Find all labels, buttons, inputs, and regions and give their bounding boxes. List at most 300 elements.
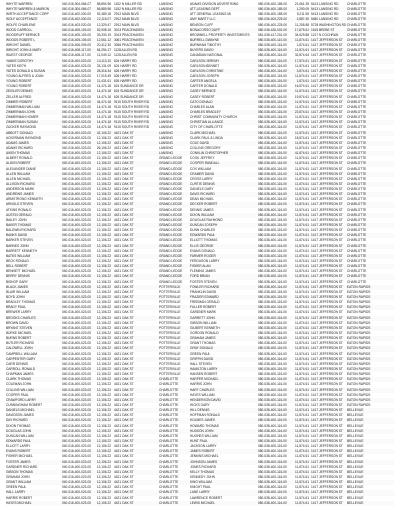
property-address-cell: 624 SUNDANCE DR: [114, 89, 144, 94]
owner-name-cell: BROWN DAVID: [6, 320, 29, 325]
owner-name-right-cell: FOSTER STEVEN: [190, 279, 217, 284]
property-address-cell: 624 HARRY RD: [114, 58, 137, 63]
owner-name-cell: EDWARDS PAUL: [6, 438, 32, 443]
owner-name-cell: BENNETT MICHAEL: [6, 269, 36, 274]
owner-name-cell: ALBERT RONALD: [6, 156, 33, 161]
parcel-number-right-cell: 080-038-400-116-00: [258, 444, 287, 449]
property-address-right-cell: 1417 JEFFERSON ST: [311, 325, 343, 330]
owner-name-cell: ARMSTRONG KENNETH: [6, 197, 43, 202]
amount-cell: 52,489.18: [96, 12, 111, 17]
owner-name-right-cell: ELLIOTT THOMAS: [190, 238, 218, 243]
owner-name-right-cell: FREEMAN GERALD: [190, 300, 220, 305]
property-address-right-cell: 1417 JEFFERSON ST: [311, 295, 343, 300]
property-address-right-cell: 1417 JEFFERSON ST: [311, 444, 343, 449]
city-right-cell: CHARLOTTE: [347, 145, 367, 150]
parcel-number-cell: 040-016-400-023-00: [62, 243, 92, 248]
parcel-number-cell: 040-016-408-117-00: [62, 53, 91, 58]
parcel-number-right-cell: 080-038-400-116-00: [258, 284, 287, 289]
parcel-number-cell: 040-016-400-023-00: [62, 361, 92, 366]
parcel-number-right-cell: 080-038-400-116-00: [258, 248, 287, 253]
amount-right-cell: 11,874.61: [295, 145, 309, 150]
amount-cell: 12,106.22: [96, 197, 111, 202]
amount-right-cell: 18,874.61: [294, 135, 309, 140]
amount-right-cell: 5,211.55: [296, 12, 309, 17]
city-cell: GRAND LEDGE: [159, 279, 183, 284]
property-address-cell: 4421 OAK ST: [114, 485, 134, 490]
parcel-number-right-cell: 080-038-400-116-00: [258, 217, 287, 222]
property-address-cell: 4421 OAK ST: [114, 500, 134, 505]
property-address-right-cell: 1417 JEFFERSON ST: [311, 428, 343, 433]
owner-name-right-cell: CLARK MICHAEL: [190, 130, 216, 135]
parcel-number-right-cell: 080-038-400-116-00: [258, 197, 287, 202]
property-address-cell: 4421 OAK ST: [114, 212, 134, 217]
owner-name-right-cell: ATT-LEASING DEPT: [190, 7, 220, 12]
parcel-number-right-cell: 080-038-400-116-00: [258, 454, 287, 459]
property-address-right-cell: 1417 JEFFERSON ST: [311, 151, 343, 156]
parcel-number-cell: 040-016-400-023-00: [62, 279, 92, 284]
parcel-number-right-cell: 080-038-400-116-00: [258, 366, 287, 371]
property-address-cell: 624 SUNDANCE DR: [114, 84, 144, 89]
parcel-number-cell: 040-016-400-023-00: [62, 495, 92, 500]
parcel-number-right-cell: 080-038-400-116-00: [258, 228, 287, 233]
amount-cell: 12,106.22: [96, 310, 111, 315]
parcel-number-cell: 040-016-400-023-00: [62, 89, 92, 94]
amount-right-cell: 11,874.61: [295, 228, 309, 233]
parcel-number-cell: 040-016-405-103-00: [62, 27, 92, 32]
parcel-number-right-cell: 080-038-400-116-00: [258, 151, 287, 156]
city-right-cell: CHARLOTTE: [347, 37, 367, 42]
city-cell: LANSING: [159, 151, 173, 156]
city-right-cell: BELLEVUE: [347, 500, 364, 505]
owner-name-cell: WOODRUFF BERNICE: [6, 32, 40, 37]
property-address-right-cell: 1417 JEFFERSON ST: [311, 187, 343, 192]
city-right-cell: CHARLOTTE: [347, 130, 367, 135]
parcel-number-right-cell: 080-038-400-116-00: [258, 140, 287, 145]
city-cell: CHARLOTTE: [159, 418, 179, 423]
property-address-cell: 4421 OAK ST: [114, 372, 134, 377]
amount-right-cell: 11,874.61: [295, 269, 309, 274]
property-address-cell: 4421 OAK ST: [114, 449, 134, 454]
property-address-right-cell: 5413 LANSING RD: [311, 7, 339, 12]
parcel-number-cell: 040-016-400-023-00: [62, 325, 92, 330]
property-address-cell: 4421 OAK ST: [114, 253, 134, 258]
city-cell: GRAND LEDGE: [159, 207, 183, 212]
property-address-right-cell: 1417 JEFFERSON ST: [311, 438, 343, 443]
city-right-cell: CHARLOTTE: [347, 187, 367, 192]
amount-right-cell: 11,874.61: [295, 48, 309, 53]
property-address-cell: 4421 OAK ST: [114, 315, 134, 320]
owner-name-right-cell: CASEY BERNICE: [190, 89, 216, 94]
city-right-cell: CHARLOTTE: [347, 279, 367, 284]
amount-right-cell: 11,874.61: [295, 454, 309, 459]
amount-right-cell: 11,874.61: [295, 176, 309, 181]
city-cell: CHARLOTTE: [159, 377, 179, 382]
parcel-number-cell: 040-016-400-023-00: [62, 310, 92, 315]
owner-name-right-cell: FORD BRIAN: [190, 274, 210, 279]
property-address-right-cell: 1417 JEFFERSON ST: [311, 48, 343, 53]
city-cell: CHARLOTTE: [159, 438, 179, 443]
parcel-number-right-cell: 080-038-400-116-00: [258, 259, 287, 264]
owner-name-cell: BLACK JAMES: [6, 284, 28, 289]
parcel-number-cell: 040-016-304-066-07: [62, 2, 92, 6]
property-address-right-cell: 1417 JEFFERSON ST: [311, 79, 343, 84]
amount-right-cell: 34,629.88: [294, 32, 309, 37]
property-address-cell: 9115 SOUTH RIVER RD: [114, 120, 150, 125]
parcel-number-cell: 040-016-400-023-00: [62, 428, 92, 433]
owner-name-right-cell: CHRIST COMMUNITY CHURCH: [190, 115, 237, 120]
city-cell: CHARLOTTE: [159, 500, 179, 505]
property-address-right-cell: 1417 JEFFERSON ST: [311, 490, 343, 495]
parcel-number-right-cell: 080-038-400-110-00: [258, 37, 287, 42]
owner-name-cell: BRYANT STEVEN: [6, 325, 33, 330]
parcel-number-cell: 040-016-400-023-00: [62, 135, 92, 140]
parcel-number-right-cell: 080-038-400-116-00: [258, 464, 287, 469]
amount-right-cell: 16,874.61: [294, 84, 309, 89]
parcel-number-cell: 040-016-400-023-00: [62, 377, 92, 382]
city-right-cell: EATON RAPIDS: [347, 325, 371, 330]
city-cell: GRAND LEDGE: [159, 233, 183, 238]
city-cell: LANSING: [159, 43, 173, 48]
parcel-number-right-cell: 080-036-400-225-00: [258, 17, 287, 22]
city-right-cell: BELLEVUE: [347, 485, 364, 490]
amount-cell: 12,106.22: [96, 356, 111, 361]
city-cell: CHARLOTTE: [159, 454, 179, 459]
owner-name-cell: ZUCKER RAYMOND: [6, 125, 37, 130]
property-address-cell: 4421 OAK ST: [114, 300, 134, 305]
property-address-right-cell: 1417 JEFFERSON ST: [311, 99, 343, 104]
property-address-right-cell: 1417 JEFFERSON ST: [311, 84, 343, 89]
owner-name-cell: HARRIS ROBERT: [6, 495, 33, 500]
parcel-number-right-cell: 080-038-400-116-00: [258, 156, 287, 161]
parcel-number-cell: 040-016-402-030-00: [62, 12, 92, 17]
amount-cell: 12,106.22: [96, 433, 111, 438]
owner-name-right-cell: CARTER ANGELA: [190, 79, 217, 84]
amount-right-cell: 11,874.61: [295, 382, 309, 387]
amount-right-cell: 17,875.61: [294, 27, 309, 32]
parcel-number-right-cell: 080-036-426-002-00: [258, 27, 287, 32]
city-cell: GRAND LEDGE: [159, 166, 183, 171]
property-address-right-cell: 1417 JEFFERSON ST: [311, 238, 343, 243]
owner-name-cell: COOPER PAUL: [6, 392, 29, 397]
property-address-cell: 2912 MAIN BLVD: [114, 22, 139, 27]
owner-name-right-cell: CARLSON BENNET: [190, 63, 220, 68]
amount-cell: 12,106.22: [96, 428, 111, 433]
city-cell: LANSING: [159, 145, 173, 150]
parcel-number-cell: 040-016-400-023-00: [62, 387, 92, 392]
owner-name-right-cell: FOWLER RICHARD: [190, 284, 220, 289]
owner-name-cell: WOLF ACCEPTANCE: [6, 17, 38, 22]
property-address-cell: 4421 OAK ST: [114, 166, 134, 171]
city-right-cell: CHARLOTTE: [347, 223, 367, 228]
owner-name-cell: BATES WILLIAM: [6, 253, 31, 258]
owner-name-cell: ELLIOTT LARRY: [6, 444, 31, 449]
city-right-cell: EATON RAPIDS: [347, 387, 371, 392]
property-address-right-cell: 1417 JEFFERSON ST: [311, 387, 343, 392]
owner-name-right-cell: HOLMES JAMES: [190, 418, 215, 423]
parcel-number-cell: 040-016-400-023-00: [62, 84, 92, 89]
amount-right-cell: 11,874.61: [295, 63, 309, 68]
city-cell: CHARLOTTE: [159, 474, 179, 479]
owner-name-cell: YOUNG ROBERT: [6, 84, 32, 89]
parcel-number-cell: 040-016-304-066-07: [62, 7, 92, 12]
city-right-cell: CHARLOTTE: [347, 120, 367, 125]
parcel-number-right-cell: 080-038-400-116-00: [258, 474, 287, 479]
parcel-number-cell: 040-016-408-117-00: [62, 48, 91, 53]
amount-cell: 12,106.22: [96, 151, 111, 156]
owner-name-right-cell: DOUGLAS RAYMOND: [190, 217, 223, 222]
parcel-number-cell: 040-016-400-023-00: [62, 413, 92, 418]
property-address-cell: 9115 SOUTH RIVER RD: [114, 104, 150, 109]
property-address-right-cell: 1417 JEFFERSON ST: [311, 336, 343, 341]
city-cell: CHARLOTTE: [159, 423, 179, 428]
parcel-number-cell: 040-016-400-023-00: [62, 382, 92, 387]
city-cell: GRAND LEDGE: [159, 238, 183, 243]
owner-name-right-cell: JOHNSON JAMES: [190, 459, 218, 464]
amount-right-cell: 11,874.61: [295, 485, 309, 490]
amount-right-cell: 11,874.61: [295, 295, 309, 300]
amount-cell: 12,106.22: [96, 413, 111, 418]
city-right-cell: CHARLOTTE: [347, 228, 367, 233]
amount-cell: 12,106.22: [96, 176, 111, 181]
city-right-cell: CHARLOTTE: [347, 48, 367, 53]
property-address-cell: 4421 OAK ST: [114, 428, 134, 433]
owner-name-cell: GRAHAM JOHN: [6, 474, 30, 479]
amount-cell: 12,106.22: [96, 454, 111, 459]
city-right-cell: CHARLOTTE: [347, 89, 367, 94]
city-cell: GRAND LEDGE: [159, 171, 183, 176]
amount-right-cell: 11,874.61: [295, 331, 309, 335]
amount-cell: 52,008.15: [96, 27, 111, 32]
amount-cell: 12,106.22: [96, 202, 111, 207]
property-address-right-cell: 1417 JEFFERSON ST: [311, 130, 343, 135]
owner-name-right-cell: EDWARDS PAUL: [190, 233, 216, 238]
property-address-cell: 4421 OAK ST: [114, 274, 134, 279]
parcel-number-cell: 040-016-400-023-00: [62, 485, 92, 490]
amount-cell: 12,106.22: [96, 500, 111, 505]
amount-right-cell: 11,874.61: [295, 181, 309, 186]
amount-cell: 12,106.22: [96, 284, 111, 289]
parcel-number-cell: 040-016-400-023-00: [62, 171, 92, 176]
property-address-right-cell: 1417 JEFFERSON ST: [311, 94, 343, 99]
owner-name-cell: YATES KEITH: [6, 63, 27, 68]
property-address-cell: 4421 OAK ST: [114, 238, 134, 243]
owner-name-cell: BURNS ROBERT: [6, 336, 32, 341]
owner-name-cell: DUNCAN WILLIAM: [6, 433, 34, 438]
city-cell: LANSING: [159, 48, 173, 53]
amount-right-cell: 41,874.61: [294, 151, 309, 156]
amount-right-cell: 3,874.61: [296, 68, 309, 73]
amount-right-cell: 11,874.61: [295, 377, 309, 382]
property-address-cell: 4421 OAK ST: [114, 145, 134, 150]
owner-name-cell: BANKS DAVID: [6, 233, 28, 238]
amount-right-cell: 11,874.61: [295, 346, 309, 351]
amount-cell: 12,106.22: [96, 382, 111, 387]
city-cell: LANSING: [159, 37, 173, 42]
parcel-number-cell: 040-016-400-023-00: [62, 58, 92, 63]
owner-name-right-cell: CROSS LARRY: [190, 176, 213, 181]
city-cell: LANSING: [159, 7, 173, 12]
property-address-cell: 4421 OAK ST: [114, 228, 134, 233]
property-address-right-cell: 1417 JEFFERSON ST: [311, 109, 343, 114]
city-right-cell: CHARLOTTE: [347, 212, 367, 217]
parcel-number-cell: 040-016-400-023-00: [62, 454, 92, 459]
amount-right-cell: 11,874.61: [295, 387, 309, 392]
owner-name-right-cell: CHRISTIAN ALLIANCE: [190, 120, 224, 125]
property-address-cell: 4421 OAK ST: [114, 140, 134, 145]
parcel-number-right-cell: 080-038-400-116-00: [258, 207, 287, 212]
parcel-number-cell: 040-016-400-023-00: [62, 305, 92, 310]
parcel-number-right-cell: 080-038-400-116-00: [258, 459, 287, 464]
parcel-number-cell: 040-016-400-023-00: [62, 120, 92, 125]
property-address-cell: 9115 SOUTH RIVER RD: [114, 99, 150, 104]
city-cell: POTTERVILLE: [159, 315, 181, 320]
property-address-cell: 4421 OAK ST: [114, 320, 134, 325]
amount-cell: 12,106.22: [96, 392, 111, 397]
city-right-cell: CHARLOTTE: [347, 125, 367, 130]
property-address-right-cell: 1417 JEFFERSON ST: [311, 392, 343, 397]
parcel-number-cell: 040-016-400-023-00: [62, 94, 92, 99]
property-address-right-cell: 1417 JEFFERSON ST: [311, 253, 343, 258]
owner-name-right-cell: CARLSON JOSEPH: [190, 73, 220, 78]
parcel-number-cell: 040-016-400-023-00: [62, 248, 92, 253]
owner-name-right-cell: JAMES ROBERT: [190, 449, 215, 454]
parcel-number-cell: 040-016-400-023-00: [62, 423, 92, 428]
property-address-right-cell: 1417 JEFFERSON ST: [311, 73, 343, 78]
property-address-cell: 4421 OAK ST: [114, 161, 134, 166]
property-address-right-cell: 1417 JEFFERSON ST: [311, 346, 343, 351]
property-address-right-cell: 1417 JEFFERSON ST: [311, 171, 343, 176]
amount-cell: 12,106.22: [96, 351, 111, 356]
property-address-right-cell: 1417 JEFFERSON ST: [311, 140, 343, 145]
city-right-cell: CHARLOTTE: [347, 259, 367, 264]
property-address-right-cell: 1417 JEFFERSON ST: [311, 156, 343, 161]
city-cell: POTTERVILLE: [159, 372, 181, 377]
amount-cell: 12,106.22: [96, 361, 111, 366]
city-cell: LANSING: [159, 12, 173, 17]
property-address-right-cell: 1417 JEFFERSON ST: [311, 135, 343, 140]
owner-name-right-cell: LEWIS MICHAEL: [190, 500, 215, 505]
parcel-number-right-cell: 080-038-400-116-00: [258, 413, 287, 418]
ledger-row: [6, 501, 394, 506]
amount-right-cell: 11,874.61: [295, 392, 309, 397]
owner-name-right-cell: FLEMING JAMES: [190, 269, 216, 274]
amount-right-cell: 11,874.61: [295, 433, 309, 438]
parcel-number-right-cell: 080-038-400-116-00: [258, 320, 287, 325]
city-cell: POTTERVILLE: [159, 366, 181, 371]
city-right-cell: CHARLOTTE: [347, 269, 367, 274]
amount-right-cell: 11,874.61: [295, 115, 309, 120]
owner-name-cell: BARRETT KENNETH: [6, 248, 37, 253]
owner-name-cell: AUSTIN GERALD: [6, 212, 32, 217]
property-address-right-cell: 1417 JEFFERSON ST: [311, 68, 343, 73]
property-address-cell: 3061 PEACEHAVEN: [114, 37, 144, 42]
owner-name-right-cell: CURTIS DENNIS: [190, 181, 215, 186]
owner-name-right-cell: GORDON RONALD: [190, 331, 219, 335]
property-address-cell: 4421 OAK ST: [114, 279, 134, 284]
amount-right-cell: 19,874.61: [294, 94, 309, 99]
amount-cell: 12,106.22: [96, 274, 111, 279]
amount-right-cell: 11,874.61: [295, 372, 309, 377]
property-address-cell: 4421 OAK ST: [114, 197, 134, 202]
property-address-right-cell: 1417 JEFFERSON ST: [311, 500, 343, 505]
city-right-cell: BELLEVUE: [347, 438, 364, 443]
amount-cell: 12,106.22: [96, 423, 111, 428]
property-address-right-cell: 1417 JEFFERSON ST: [311, 192, 343, 197]
city-right-cell: CHARLOTTE: [347, 161, 367, 166]
amount-cell: 12,106.22: [96, 341, 111, 346]
property-address-cell: 4421 OAK ST: [114, 171, 134, 176]
city-cell: POTTERVILLE: [159, 341, 181, 346]
amount-right-cell: 11,874.61: [295, 140, 309, 145]
property-address-right-cell: 1417 JEFFERSON ST: [311, 464, 343, 469]
owner-name-cell: AIKEN THOMAS: [6, 151, 31, 156]
owner-name-cell: ACKERMAN RAYMOND: [6, 135, 42, 140]
amount-right-cell: 11,874.61: [295, 166, 309, 171]
owner-name-cell: YATES DONALD & SUSAN: [6, 68, 46, 73]
parcel-number-right-cell: 080-038-400-116-00: [258, 408, 287, 413]
amount-cell: 12,106.22: [96, 156, 111, 161]
amount-right-cell: 11,874.61: [295, 248, 309, 253]
amount-cell: 34,474.18: [96, 99, 111, 104]
property-address-right-cell: 1417 JEFFERSON ST: [311, 176, 343, 181]
city-right-cell: BELLEVUE: [347, 449, 364, 454]
property-address-right-cell: 1417 JEFFERSON ST: [311, 305, 343, 310]
city-right-cell: CHARLOTTE: [347, 217, 367, 222]
parcel-number-cell: 040-016-402-030-00: [62, 17, 92, 22]
amount-right-cell: 11,874.61: [295, 336, 309, 341]
amount-right-cell: 11,874.61: [295, 197, 309, 202]
amount-cell: 12,106.22: [96, 171, 111, 176]
property-address-cell: 4421 OAK ST: [114, 397, 134, 402]
amount-right-cell: 11,874.61: [295, 202, 309, 207]
owner-name-right-cell: BENSON CLIFF: [190, 22, 214, 27]
property-address-right-cell: 1417 JEFFERSON ST: [311, 223, 343, 228]
property-address-right-cell: 1417 JEFFERSON ST: [311, 63, 343, 68]
city-right-cell: CHARLOTTE: [347, 109, 367, 114]
parcel-number-cell: 040-016-405-103-00: [62, 32, 92, 37]
amount-cell: 12,106.22: [96, 387, 111, 392]
amount-right-cell: 11,874.61: [295, 161, 309, 166]
property-address-cell: 4421 OAK ST: [114, 130, 134, 135]
amount-cell: 11,431.61: [97, 79, 111, 84]
parcel-number-cell: 040-016-400-023-00: [62, 217, 92, 222]
property-address-right-cell: 1417 JEFFERSON ST: [311, 413, 343, 418]
city-right-cell: CHARLOTTE: [347, 22, 367, 27]
amount-right-cell: 11,874.61: [295, 423, 309, 428]
city-right-cell: CHARLOTTE: [347, 99, 367, 104]
owner-name-cell: HAYES MICHAEL: [6, 500, 32, 505]
parcel-number-right-cell: 081-038-417-201-00: [258, 32, 287, 37]
property-address-right-cell: 1417 JEFFERSON ST: [311, 259, 343, 264]
owner-name-right-cell: ELLIS GEORGE: [190, 243, 214, 248]
owner-name-cell: ZEIGLER DENNIS: [6, 89, 33, 94]
city-right-cell: CHARLOTTE: [347, 17, 367, 22]
owner-name-cell: BELL ROBERT: [6, 264, 28, 269]
property-address-right-cell: 1417 JEFFERSON ST: [311, 423, 343, 428]
property-address-cell: 4421 OAK ST: [114, 361, 134, 366]
amount-cell: 12,106.22: [96, 474, 111, 479]
parcel-number-right-cell: 080-038-400-116-00: [258, 269, 287, 274]
property-address-cell: 4421 OAK ST: [114, 474, 134, 479]
parcel-number-right-cell: 080-038-400-116-00: [258, 310, 287, 315]
city-cell: GRAND LEDGE: [159, 192, 183, 197]
city-cell: POTTERVILLE: [159, 336, 181, 341]
parcel-number-right-cell: 080-038-400-116-00: [258, 171, 287, 176]
owner-name-right-cell: LAWRENCE ROBERT: [190, 495, 223, 500]
property-address-cell: 4421 OAK ST: [114, 269, 134, 274]
owner-name-right-cell: CHARLES BRADLEY: [190, 109, 221, 114]
amount-right-cell: 11,874.61: [295, 305, 309, 310]
